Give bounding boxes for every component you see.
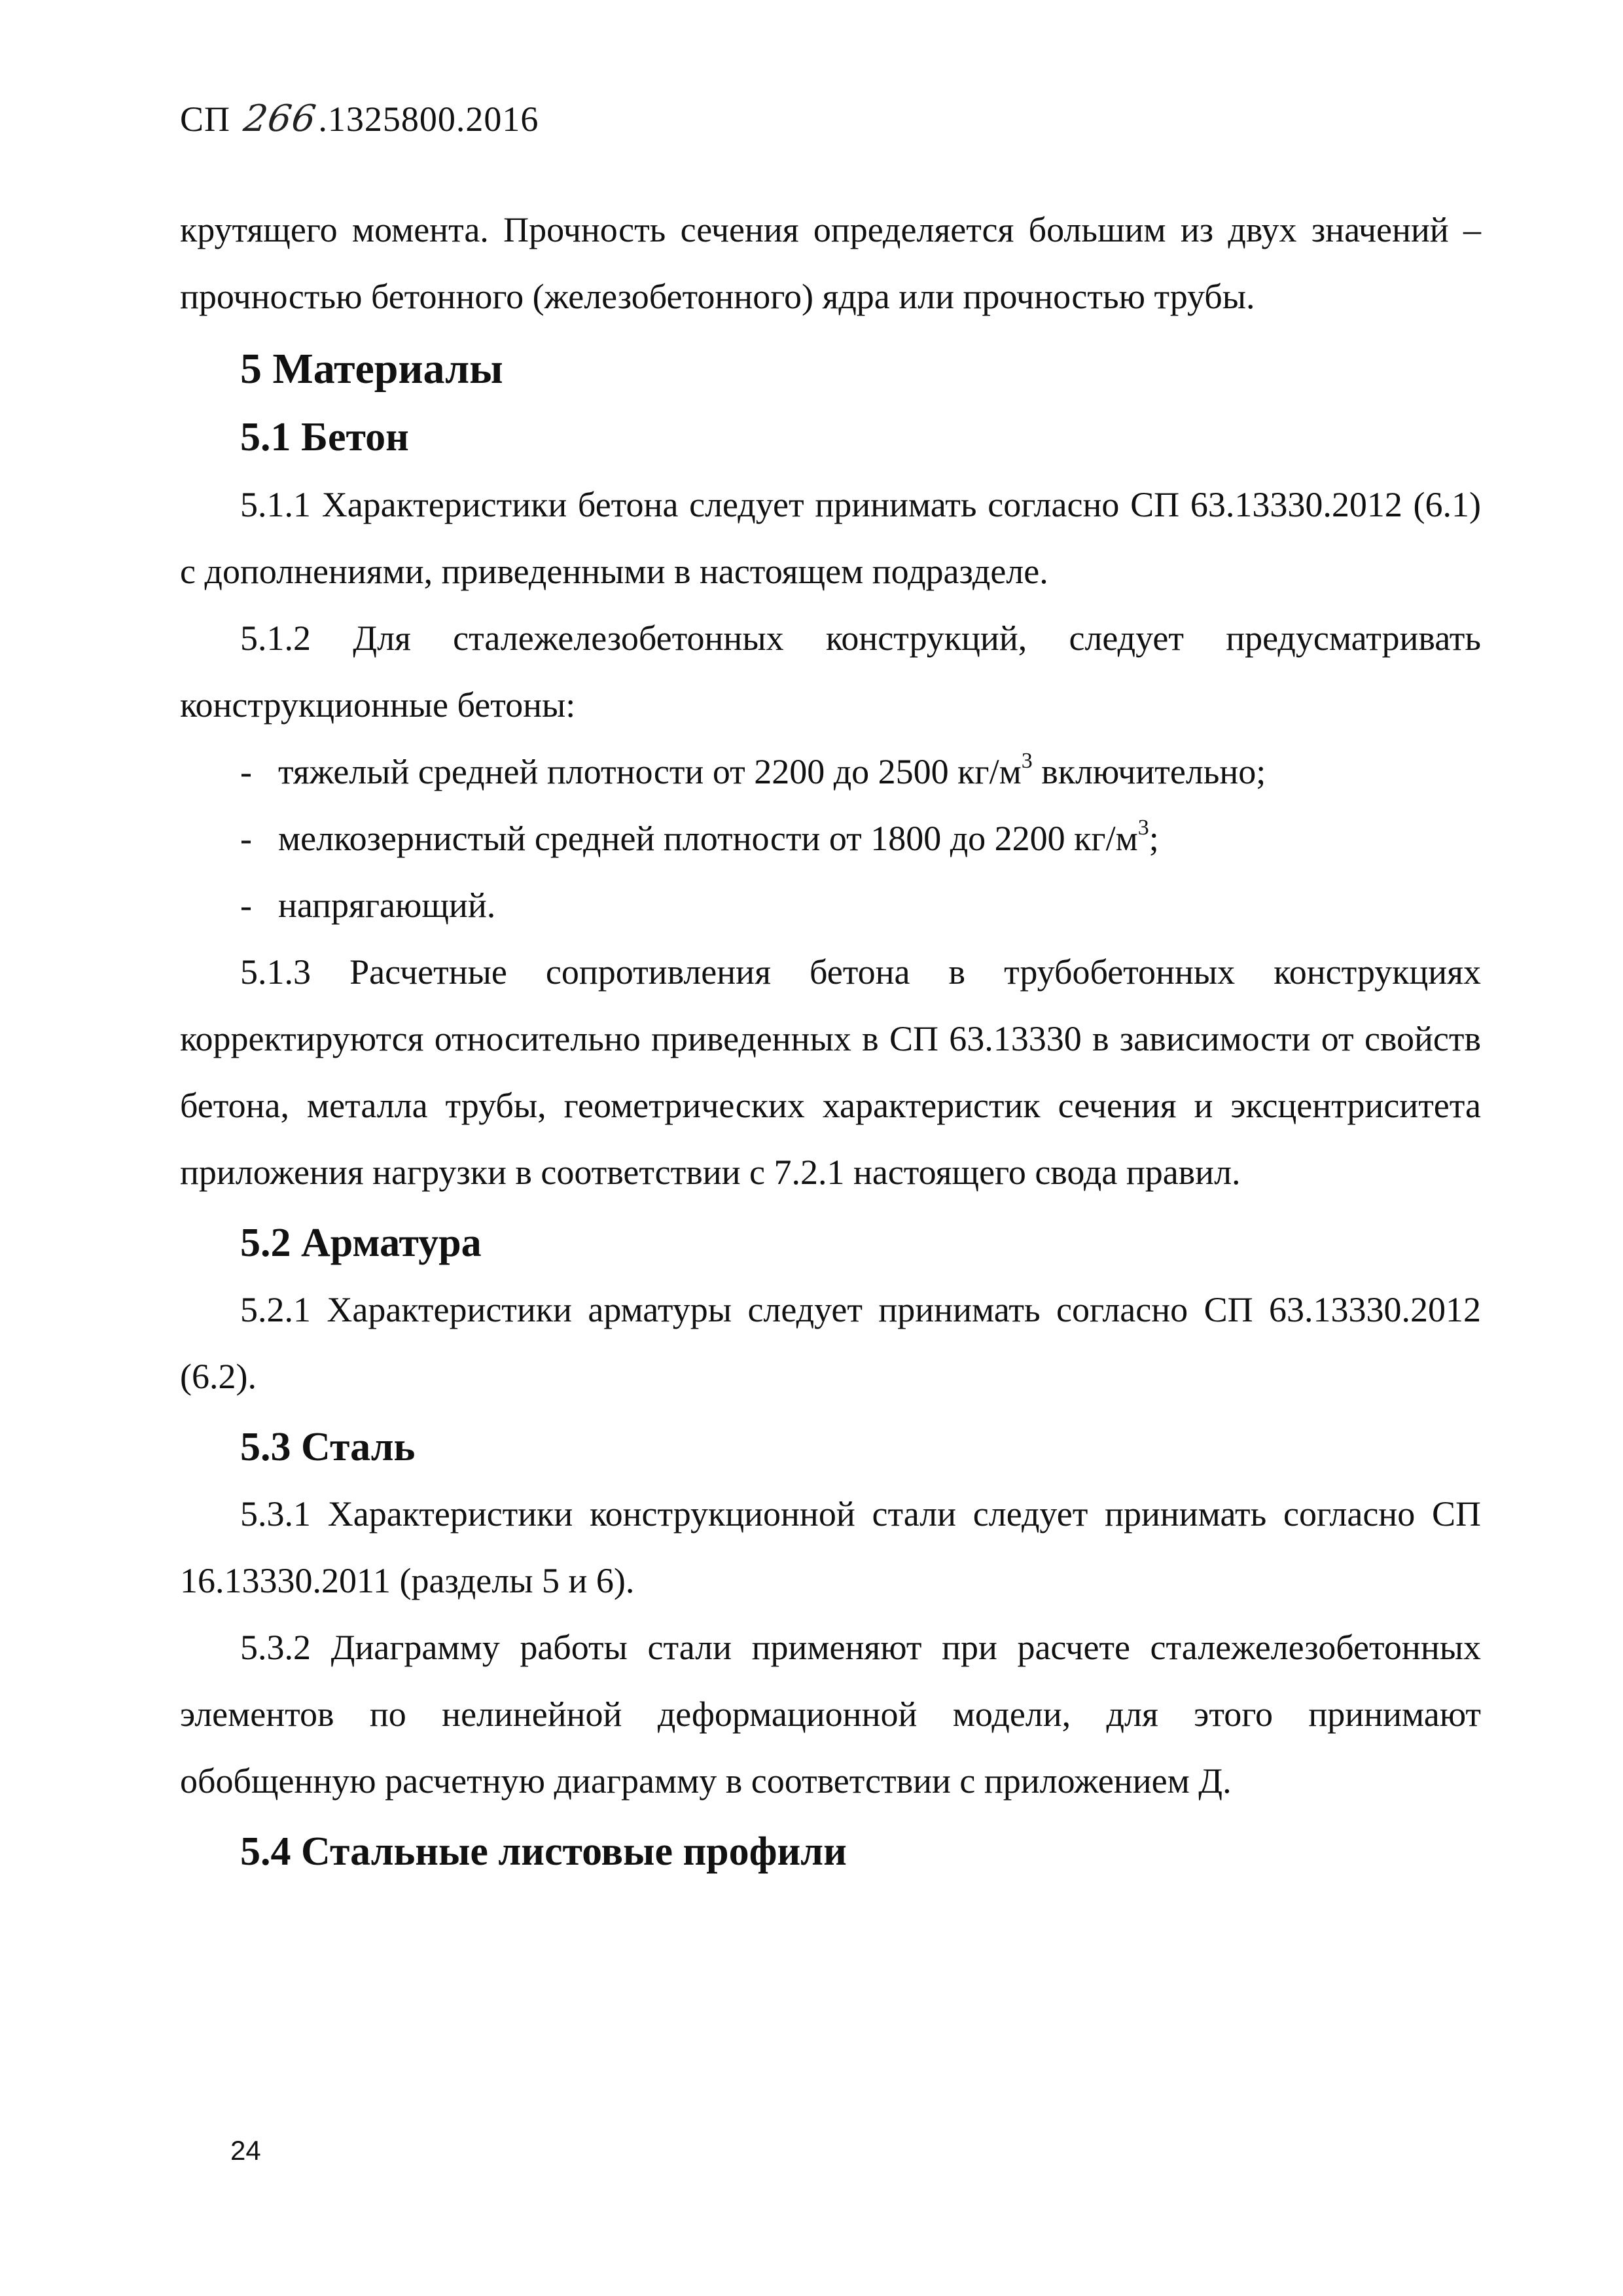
clause-5-1-3: 5.1.3 Расчетные сопротивления бетона в трубобетонных конструкциях корректируются относительно приведенных в СП 63.13330 в зависимости от свойств бетона, металла трубы, геометрических характеристик сечения и эксцентриситета приложения нагрузки в соответствии с 7.2.1 настоящего свода правил. xyxy=(180,952,1481,1192)
list-item xyxy=(240,805,1481,872)
intro-paragraph: крутящего момента. Прочность сечения определяется большим из двух значений – прочностью бетонного (железобетонного) ядра или прочностью трубы. xyxy=(180,210,1481,316)
list-dash: - xyxy=(240,818,252,858)
superscript: 3 xyxy=(1021,748,1033,773)
superscript: 3 xyxy=(1137,815,1149,840)
subsection-title-reinforcement: 5.2 Арматура xyxy=(240,1220,482,1265)
handwritten-code-number: 266 xyxy=(240,98,319,140)
clause-5-2-1: 5.2.1 Характеристики арматуры следует принимать согласно СП 63.13330.2012 (6.2). xyxy=(180,1289,1481,1396)
clause-5-3-2: 5.3.2 Диаграмму работы стали применяют при расчете сталежелезобетонных элементов по нелинейной деформационной модели, для этого принимают обобщенную расчетную диаграмму в соответствии с приложением Д. xyxy=(180,1628,1481,1801)
list-dash: - xyxy=(240,885,252,925)
page-number: 24 xyxy=(230,2135,261,2166)
clause-5-3-1: 5.3.1 Характеристики конструкционной стали следует принимать согласно СП 16.13330.2011 (разделы 5 и 6). xyxy=(180,1494,1481,1601)
concrete-types-list xyxy=(180,738,1481,939)
document-body xyxy=(180,196,1481,1886)
subsection-title-concrete: 5.1 Бетон xyxy=(240,415,409,460)
code-prefix: СП xyxy=(180,99,231,139)
subsection-title-steel: 5.3 Сталь xyxy=(240,1424,416,1469)
section-title-materials: 5 Материалы xyxy=(240,345,503,393)
list-item-tail: включительно; xyxy=(1032,751,1266,791)
subsection-title-steel-sheet-profiles: 5.4 Стальные листовые профили xyxy=(240,1829,847,1874)
list-item-text: тяжелый средней плотности от 2200 до 2500 кг/м xyxy=(278,751,1022,791)
clause-5-1-2: 5.1.2 Для сталежелезобетонных конструкций, следует предусматривать конструкционные бетоны: xyxy=(180,618,1481,725)
clause-5-1-1: 5.1.1 Характеристики бетона следует принимать согласно СП 63.13330.2012 (6.1) с дополнениями, приведенными в настоящем подразделе. xyxy=(180,484,1481,591)
list-item-tail: ; xyxy=(1149,818,1159,858)
document-code-header xyxy=(180,97,539,141)
list-item-text: напрягающий. xyxy=(278,885,496,925)
code-suffix: .1325800.2016 xyxy=(318,99,539,139)
list-item xyxy=(240,738,1481,805)
list-dash: - xyxy=(240,751,252,791)
list-item xyxy=(240,872,1481,939)
list-item-text: мелкозернистый средней плотности от 1800 до 2200 кг/м xyxy=(278,818,1138,858)
